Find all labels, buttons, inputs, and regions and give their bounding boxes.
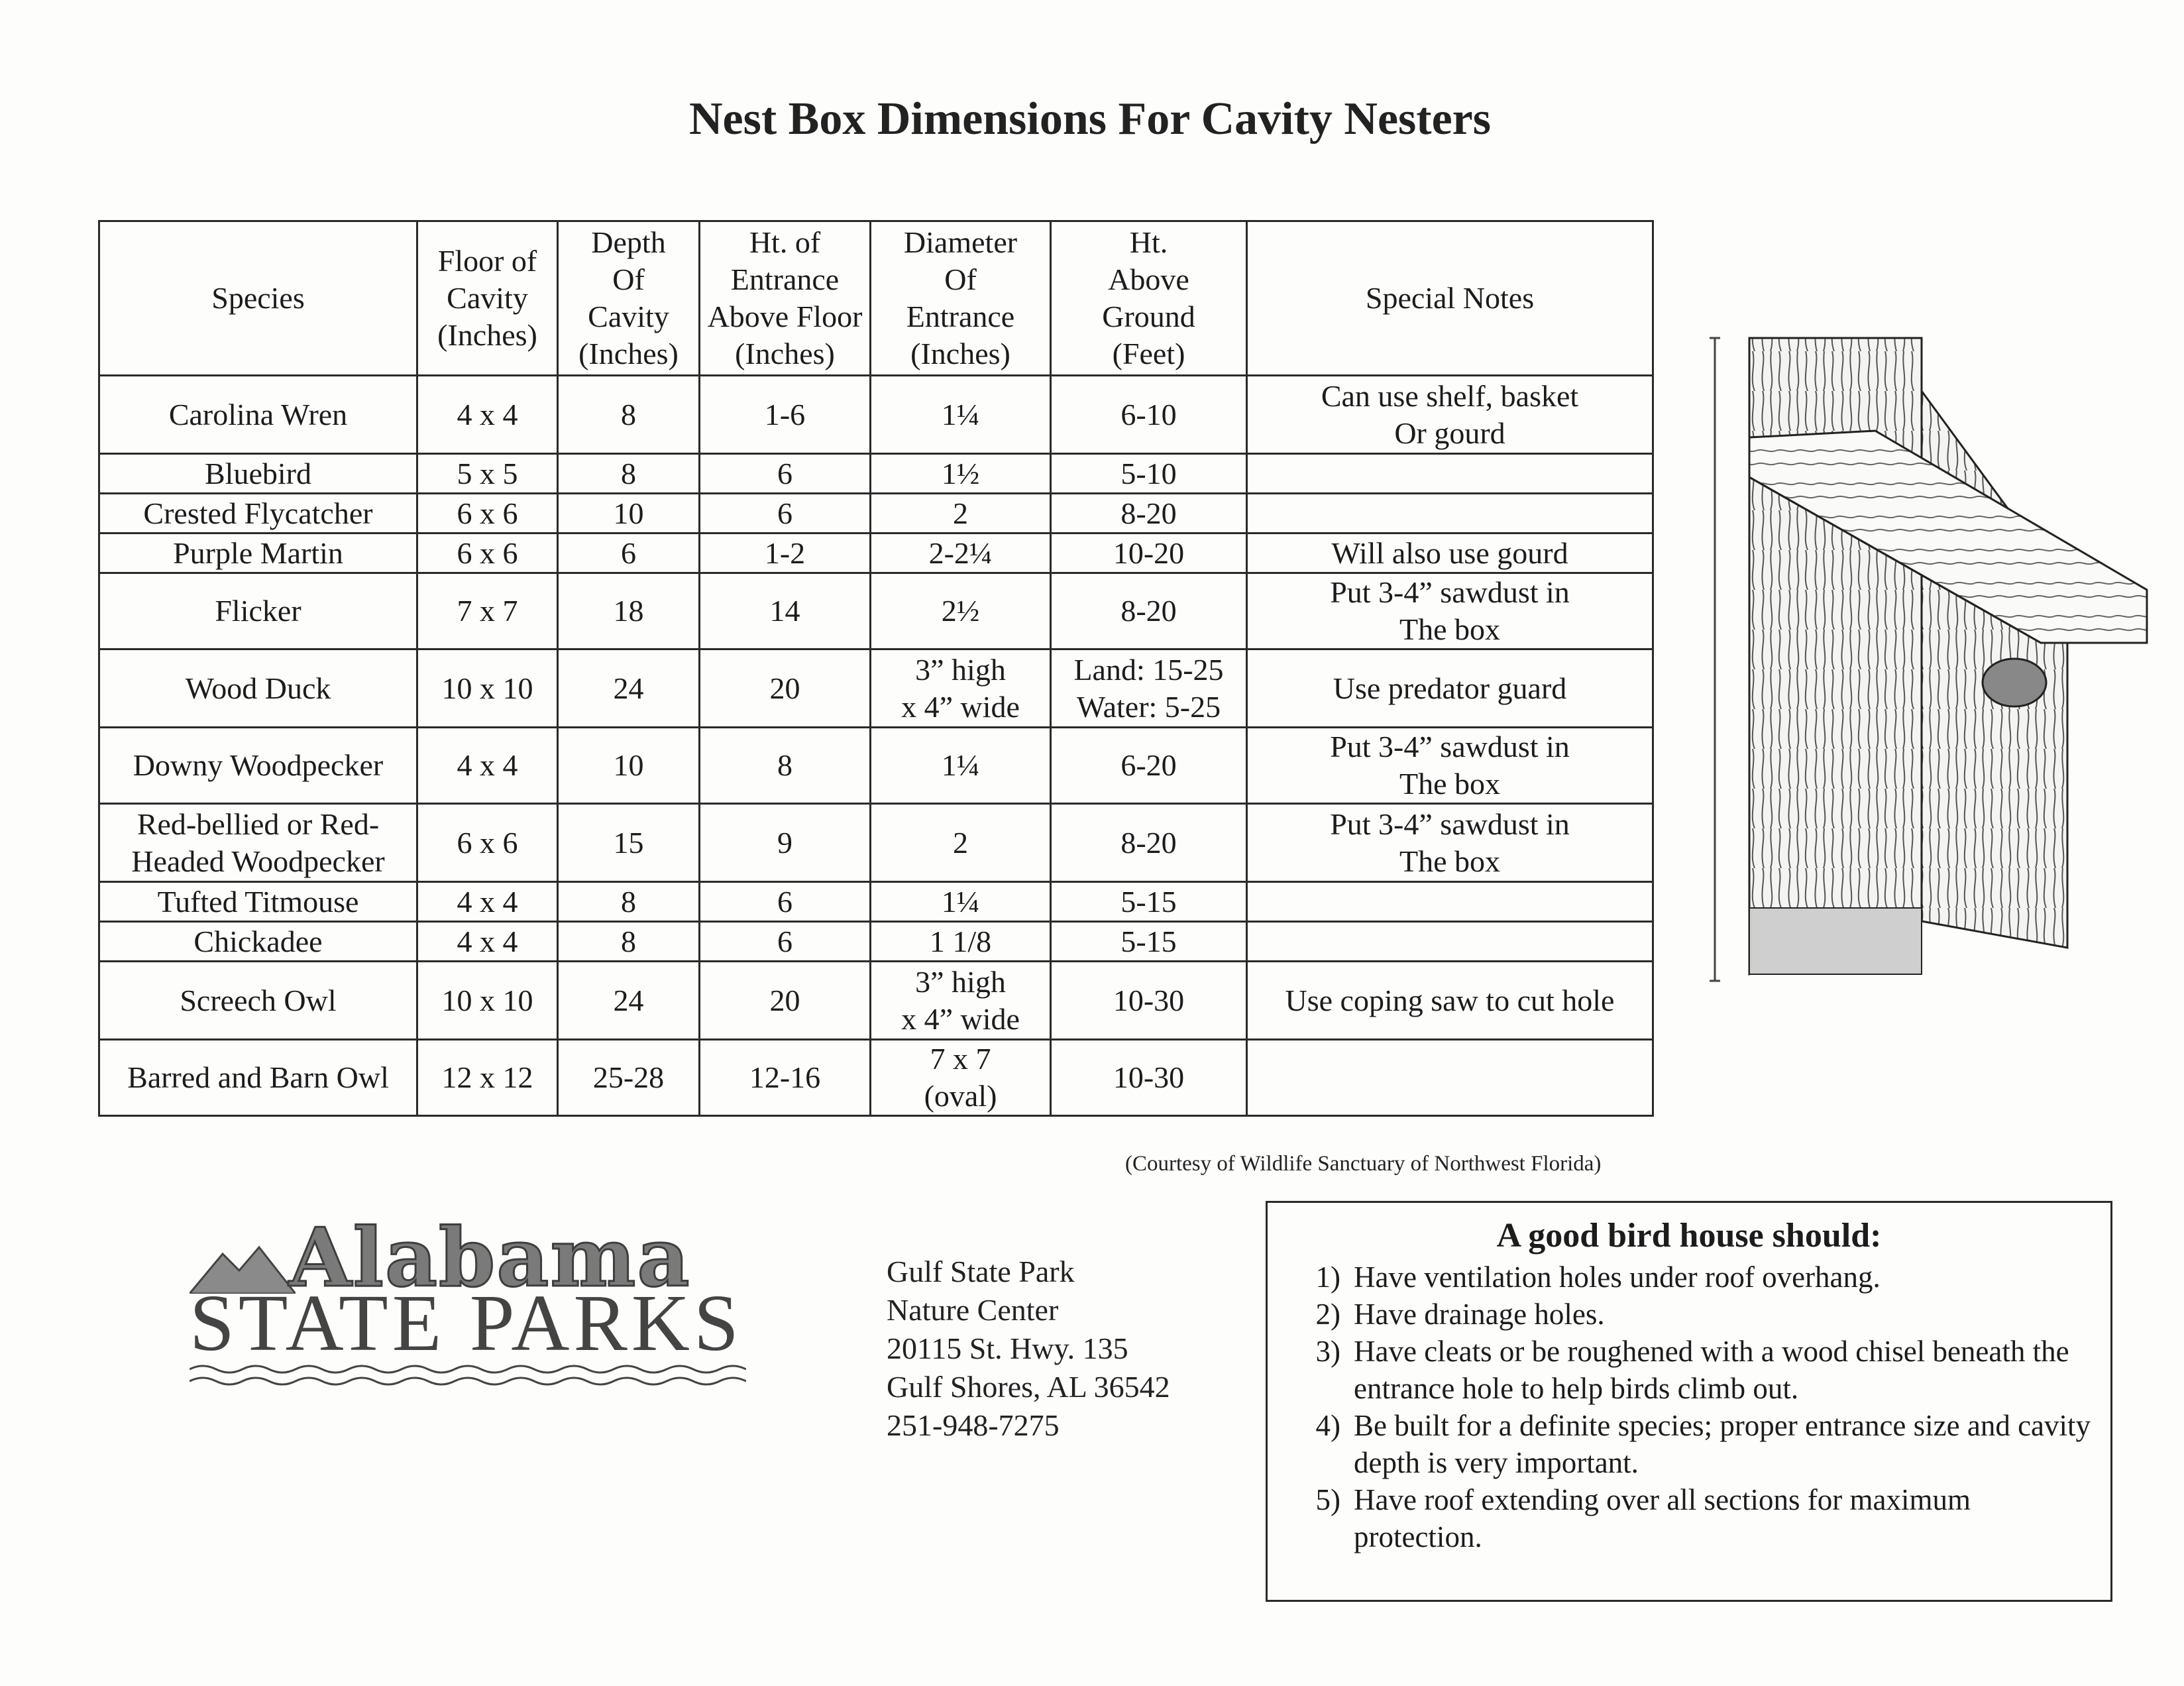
cell-text: Crested Flycatcher xyxy=(143,496,373,530)
table-cell xyxy=(700,728,871,804)
header-text: Above xyxy=(1108,262,1189,296)
good-birdhouse-box xyxy=(1266,1201,2112,1602)
cell-text: Can use shelf, basket xyxy=(1321,378,1579,413)
table-cell xyxy=(1247,494,1653,534)
table-cell xyxy=(871,922,1051,962)
table-cell xyxy=(1051,922,1247,962)
table-row xyxy=(99,376,1653,454)
table-cell xyxy=(558,573,700,649)
cell-text: 6-10 xyxy=(1120,397,1177,431)
cell-text: 8 xyxy=(621,397,636,431)
table-row xyxy=(99,728,1653,804)
cell-text: Use predator guard xyxy=(1333,671,1567,705)
table-cell xyxy=(1051,882,1247,922)
cell-text: Put 3-4” sawdust in xyxy=(1330,575,1570,609)
header-text: Ht. of xyxy=(749,225,821,259)
cell-text: Put 3-4” sawdust in xyxy=(1330,807,1570,841)
header-text: Depth xyxy=(591,225,666,259)
header-text: (Inches) xyxy=(578,337,679,370)
table-cell xyxy=(99,376,417,454)
table-cell xyxy=(99,573,417,649)
address-line: Gulf Shores, AL 36542 xyxy=(887,1370,1170,1404)
cell-text: Or gourd xyxy=(1394,416,1505,450)
table-cell xyxy=(99,454,417,494)
table-cell xyxy=(417,573,558,649)
cell-text: 20 xyxy=(769,671,800,705)
tip-number: 2) xyxy=(1315,1298,1340,1331)
table-cell xyxy=(700,649,871,728)
cell-text: 8-20 xyxy=(1120,594,1177,628)
cell-text: 5 x 5 xyxy=(457,456,518,490)
table-cell xyxy=(558,494,700,534)
table-cell xyxy=(871,882,1051,922)
cell-text: 4 x 4 xyxy=(457,397,518,431)
table-cell xyxy=(1051,573,1247,649)
address-line: 251-948-7275 xyxy=(887,1408,1060,1442)
table-cell xyxy=(417,494,558,534)
table-cell xyxy=(871,454,1051,494)
table-cell xyxy=(417,454,558,494)
table-cell xyxy=(1247,1040,1653,1116)
cell-text: Screech Owl xyxy=(180,983,337,1017)
cell-text: Carolina Wren xyxy=(168,397,348,431)
table-cell xyxy=(1051,1040,1247,1116)
cell-text: 7 x 7 xyxy=(457,594,518,628)
cell-text: Chickadee xyxy=(193,924,323,958)
cell-text: 10-30 xyxy=(1113,983,1185,1017)
cell-text: 7 x 7 xyxy=(930,1042,991,1076)
cell-text: 4 x 4 xyxy=(457,884,518,919)
table-row xyxy=(99,534,1653,573)
table-cell xyxy=(1051,728,1247,804)
table-cell xyxy=(1247,534,1653,573)
table-cell xyxy=(99,922,417,962)
address-line: 20115 St. Hwy. 135 xyxy=(887,1331,1128,1365)
table-cell xyxy=(417,922,558,962)
header-text: Ht. xyxy=(1129,225,1168,259)
table-cell xyxy=(558,728,700,804)
cell-text: Land: 15-25 xyxy=(1073,652,1224,687)
tip-number: 1) xyxy=(1315,1261,1340,1294)
tip-text: Have cleats or be roughened with a wood chisel beneath the entrance hole to help birds climb out. xyxy=(1354,1335,2069,1405)
logo-alabama: Alabama xyxy=(289,1209,691,1305)
table-cell xyxy=(417,962,558,1040)
table-row xyxy=(99,804,1653,882)
table-cell xyxy=(99,882,417,922)
table-cell xyxy=(558,804,700,882)
table-cell xyxy=(558,534,700,573)
column-header xyxy=(871,221,1051,376)
cell-text: x 4” wide xyxy=(901,1001,1020,1036)
cell-text: 1½ xyxy=(941,456,980,490)
table-cell xyxy=(99,534,417,573)
table-cell xyxy=(1247,573,1653,649)
cell-text: 12 x 12 xyxy=(441,1060,533,1094)
cell-text: The box xyxy=(1399,767,1500,801)
logo-state-parks: STATE PARKS xyxy=(190,1278,743,1368)
header-text: (Inches) xyxy=(910,337,1010,370)
cell-text: Red-bellied or Red- xyxy=(136,807,380,841)
table-row xyxy=(99,454,1653,494)
table-cell xyxy=(417,882,558,922)
page-title: Nest Box Dimensions For Cavity Nesters xyxy=(689,93,1491,144)
cell-text: Purple Martin xyxy=(173,535,343,570)
table-cell xyxy=(871,494,1051,534)
table-cell xyxy=(1247,454,1653,494)
table-cell xyxy=(1051,962,1247,1040)
cell-text: 10-20 xyxy=(1113,535,1185,570)
cell-text: Will also use gourd xyxy=(1331,535,1568,570)
table-cell xyxy=(1051,804,1247,882)
table-cell xyxy=(871,728,1051,804)
cell-text: 5-15 xyxy=(1120,884,1177,919)
cell-text: 6 xyxy=(777,884,792,919)
courtesy-note: (Courtesy of Wildlife Sanctuary of Northwest Florida) xyxy=(1125,1152,1602,1176)
tip-item xyxy=(1268,1333,2110,1407)
table-cell xyxy=(1247,728,1653,804)
cell-text: 8 xyxy=(621,884,636,919)
cell-text: 10 x 10 xyxy=(441,983,533,1017)
table-cell xyxy=(700,454,871,494)
cell-text: 24 xyxy=(613,671,644,705)
table-row xyxy=(99,882,1653,922)
header-text: Entrance xyxy=(906,300,1015,333)
table-cell xyxy=(417,728,558,804)
tip-item xyxy=(1268,1481,2110,1555)
table-cell xyxy=(1051,454,1247,494)
table-cell xyxy=(1051,534,1247,573)
cell-text: 1-6 xyxy=(764,397,806,431)
address-line: Gulf State Park xyxy=(887,1255,1075,1288)
header-text: Ground xyxy=(1102,300,1195,333)
table-cell xyxy=(417,804,558,882)
tip-number: 5) xyxy=(1315,1483,1340,1516)
cell-text: 6 x 6 xyxy=(457,496,518,530)
cell-text: 15 xyxy=(613,825,644,860)
table-row xyxy=(99,573,1653,649)
cell-text: 6 x 6 xyxy=(457,535,518,570)
tip-item xyxy=(1268,1407,2110,1481)
cell-text: 10 xyxy=(613,496,644,530)
column-header xyxy=(558,221,700,376)
header-text: Cavity xyxy=(588,300,669,333)
table-cell xyxy=(417,1040,558,1116)
cell-text: 4 x 4 xyxy=(457,748,518,782)
table-cell xyxy=(700,1040,871,1116)
header-text: (Feet) xyxy=(1112,337,1185,370)
cell-text: Barred and Barn Owl xyxy=(127,1060,389,1094)
table-cell xyxy=(700,922,871,962)
header-text: (Inches) xyxy=(437,318,537,352)
column-header xyxy=(700,221,871,376)
address-line: Nature Center xyxy=(887,1293,1059,1327)
cell-text: 6 xyxy=(621,535,636,570)
table-cell xyxy=(417,376,558,454)
header-text: Special Notes xyxy=(1365,281,1535,315)
cell-text: 1¼ xyxy=(941,884,980,919)
cell-text: 25-28 xyxy=(592,1060,665,1094)
table-cell xyxy=(99,649,417,728)
cell-text: 3” high xyxy=(915,652,1006,687)
table-cell xyxy=(99,804,417,882)
cell-text: 6 xyxy=(777,924,792,958)
cell-text: Water: 5-25 xyxy=(1076,689,1221,724)
cell-text: x 4” wide xyxy=(901,689,1020,724)
cell-text: 1¼ xyxy=(941,397,980,431)
table-cell xyxy=(417,534,558,573)
cell-text: 8 xyxy=(621,924,636,958)
cell-text: 8-20 xyxy=(1120,496,1177,530)
table-cell xyxy=(1247,922,1653,962)
cell-text: 1 1/8 xyxy=(929,924,992,958)
table-cell xyxy=(99,494,417,534)
cell-text: 2 xyxy=(953,496,968,530)
column-header xyxy=(99,221,417,376)
cell-text: 10 xyxy=(613,748,644,782)
table-row xyxy=(99,1040,1653,1116)
header-text: Cavity xyxy=(447,281,528,315)
table-cell xyxy=(700,962,871,1040)
tip-text: Have roof extending over all sections for maximum protection. xyxy=(1354,1483,1971,1553)
table-cell xyxy=(700,494,871,534)
table-cell xyxy=(99,728,417,804)
table-cell xyxy=(1247,962,1653,1040)
table-cell xyxy=(1051,376,1247,454)
cell-text: (oval) xyxy=(924,1079,997,1113)
table-cell xyxy=(700,376,871,454)
tip-text: Be built for a definite species; proper entrance size and cavity depth is very important. xyxy=(1354,1409,2091,1479)
table-cell xyxy=(558,454,700,494)
column-header xyxy=(417,221,558,376)
cell-text: Downy Woodpecker xyxy=(133,748,384,782)
table-cell xyxy=(558,962,700,1040)
address-block xyxy=(887,1253,1170,1445)
header-text: Diameter xyxy=(903,225,1018,259)
table-cell xyxy=(417,649,558,728)
tip-item xyxy=(1268,1259,2110,1296)
cell-text: 14 xyxy=(769,594,800,628)
header-text: (Inches) xyxy=(735,337,835,370)
cell-text: 6 xyxy=(777,456,792,490)
cell-text: 18 xyxy=(613,594,644,628)
table-cell xyxy=(99,962,417,1040)
table-cell xyxy=(700,804,871,882)
tip-number: 3) xyxy=(1315,1335,1340,1368)
table-row xyxy=(99,494,1653,534)
table-row xyxy=(99,962,1653,1040)
cell-text: 10-30 xyxy=(1113,1060,1185,1094)
cell-text: Put 3-4” sawdust in xyxy=(1330,730,1570,763)
cell-text: 6 xyxy=(777,496,792,530)
header-text: Of xyxy=(944,262,977,296)
table-cell xyxy=(1247,376,1653,454)
header-text: Above Floor xyxy=(707,300,863,333)
cell-text: Wood Duck xyxy=(185,671,331,705)
table-row xyxy=(99,922,1653,962)
table-cell xyxy=(871,649,1051,728)
table-cell xyxy=(1051,494,1247,534)
table-cell xyxy=(700,882,871,922)
table-cell xyxy=(558,376,700,454)
cell-text: 5-15 xyxy=(1120,924,1177,958)
table-cell xyxy=(871,1040,1051,1116)
cell-text: 5-10 xyxy=(1120,456,1177,490)
cell-text: 24 xyxy=(613,983,644,1017)
cell-text: 9 xyxy=(777,825,792,860)
table-cell xyxy=(1051,649,1247,728)
cell-text: 4 x 4 xyxy=(457,924,518,958)
cell-text: Headed Woodpecker xyxy=(131,844,385,878)
wave-lines-icon xyxy=(190,1361,746,1394)
cell-text: 12-16 xyxy=(749,1060,821,1094)
cell-text: 1¼ xyxy=(941,748,980,782)
cell-text: Use coping saw to cut hole xyxy=(1285,983,1615,1017)
table-cell xyxy=(871,376,1051,454)
cell-text: 10 x 10 xyxy=(441,671,533,705)
cell-text: Bluebird xyxy=(205,456,311,490)
table-cell xyxy=(871,573,1051,649)
tip-text: Have drainage holes. xyxy=(1354,1298,1605,1331)
cell-text: 6 x 6 xyxy=(457,825,518,860)
cell-text: 6-20 xyxy=(1120,748,1177,782)
column-header xyxy=(1051,221,1247,376)
cell-text: 20 xyxy=(769,983,800,1017)
table-cell xyxy=(558,882,700,922)
table-cell xyxy=(871,962,1051,1040)
header-text: Floor of xyxy=(437,244,537,278)
tips-list xyxy=(1268,1259,2110,1555)
table-cell xyxy=(1247,804,1653,882)
column-header xyxy=(1247,221,1653,376)
cell-text: 2-2¼ xyxy=(928,535,993,570)
table-cell xyxy=(871,534,1051,573)
cell-text: 2½ xyxy=(941,594,980,628)
cell-text: 8 xyxy=(621,456,636,490)
nest-box-table xyxy=(98,220,1654,1117)
tip-number: 4) xyxy=(1315,1409,1340,1442)
cell-text: 8 xyxy=(777,748,792,782)
birdhouse-illustration xyxy=(1696,311,2154,1004)
table-cell xyxy=(558,922,700,962)
table-cell xyxy=(871,804,1051,882)
header-text: Of xyxy=(612,262,645,296)
tip-text: Have ventilation holes under roof overhang. xyxy=(1354,1261,1881,1294)
table-cell xyxy=(558,649,700,728)
table-cell xyxy=(700,534,871,573)
table-cell xyxy=(1247,882,1653,922)
table-cell xyxy=(1247,649,1653,728)
table-row xyxy=(99,649,1653,728)
table-cell xyxy=(99,1040,417,1116)
cell-text: 8-20 xyxy=(1120,825,1177,860)
alabama-state-parks-logo xyxy=(190,1209,746,1400)
header-text: Species xyxy=(211,281,305,315)
cell-text: 1-2 xyxy=(764,535,806,570)
tip-item xyxy=(1268,1296,2110,1333)
cell-text: 3” high xyxy=(915,964,1006,999)
cell-text: Flicker xyxy=(215,594,301,628)
table-header-row xyxy=(99,221,1653,376)
cell-text: The box xyxy=(1399,844,1500,878)
table-cell xyxy=(700,573,871,649)
cell-text: Tufted Titmouse xyxy=(157,884,359,919)
cell-text: The box xyxy=(1399,612,1500,646)
cell-text: 2 xyxy=(953,825,968,860)
table-cell xyxy=(558,1040,700,1116)
tips-title: A good bird house should: xyxy=(1496,1217,1882,1255)
header-text: Entrance xyxy=(730,262,840,296)
